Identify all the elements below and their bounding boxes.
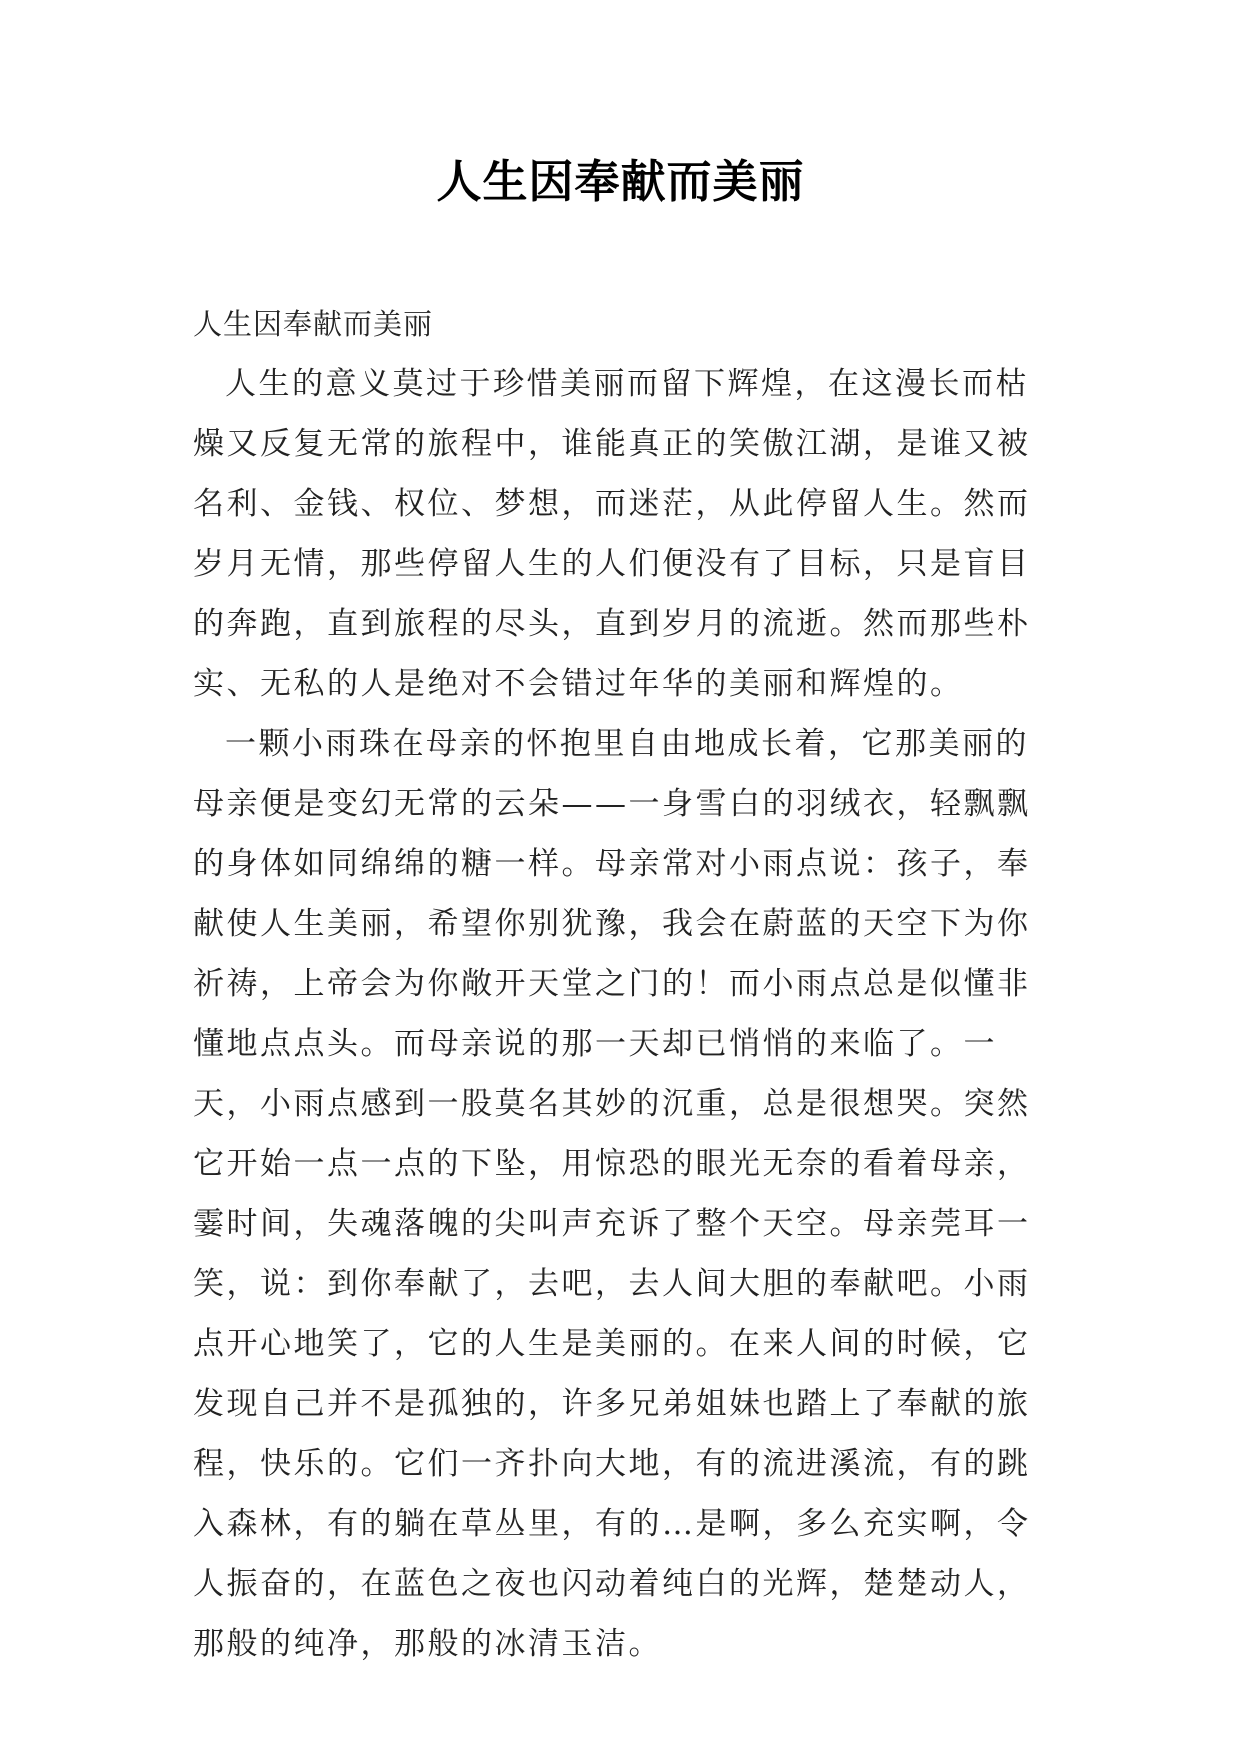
document-title: 人生因奉献而美丽 (436, 155, 805, 208)
document-body (193, 294, 1053, 1674)
document-subtitle: 人生因奉献而美丽 (193, 307, 434, 341)
paragraph-1: 人生的意义莫过于珍惜美丽而留下辉煌，在这漫长而枯燥又反复无常的旅程中，谁能真正的笑傲江湖，是谁又被名利、金钱、权位、梦想，而迷茫，从此停留人生。然而岁月无情，那些停留人生的人们便没有了目标，只是盲目的奔跑，直到旅程的尽头，直到岁月的流逝。然而那些朴实、无私的人是绝对不会错过年华的美丽和辉煌的。 (193, 366, 1031, 702)
paragraph-2: 一颗小雨珠在母亲的怀抱里自由地成长着，它那美丽的母亲便是变幻无常的云朵——一身雪白的羽绒衣，轻飘飘的身体如同绵绵的糖一样。母亲常对小雨点说：孩子，奉献使人生美丽，希望你别犹豫，我会在蔚蓝的天空下为你祈祷，上帝会为你敞开天堂之门的！而小雨点总是似懂非懂地点点头。而母亲说的那一天却已悄悄的来临了。一天，小雨点感到一股莫名其妙的沉重，总是很想哭。突然它开始一点一点的下坠，用惊恐的眼光无奈的看着母亲，霎时间，失魂落魄的尖叫声充诉了整个天空。母亲莞耳一笑，说：到你奉献了，去吧，去人间大胆的奉献吧。小雨点开心地笑了，它的人生是美丽的。在来人间的时候，它发现自己并不是孤独的，许多兄弟姐妹也踏上了奉献的旅程，快乐的。它们一齐扑向大地，有的流进溪流，有的跳入森林，有的躺在草丛里，有的…是啊，多么充实啊，令人振奋的，在蓝色之夜也闪动着纯白的光辉，楚楚动人，那般的纯净，那般的冰清玉洁。 (193, 726, 1031, 1662)
